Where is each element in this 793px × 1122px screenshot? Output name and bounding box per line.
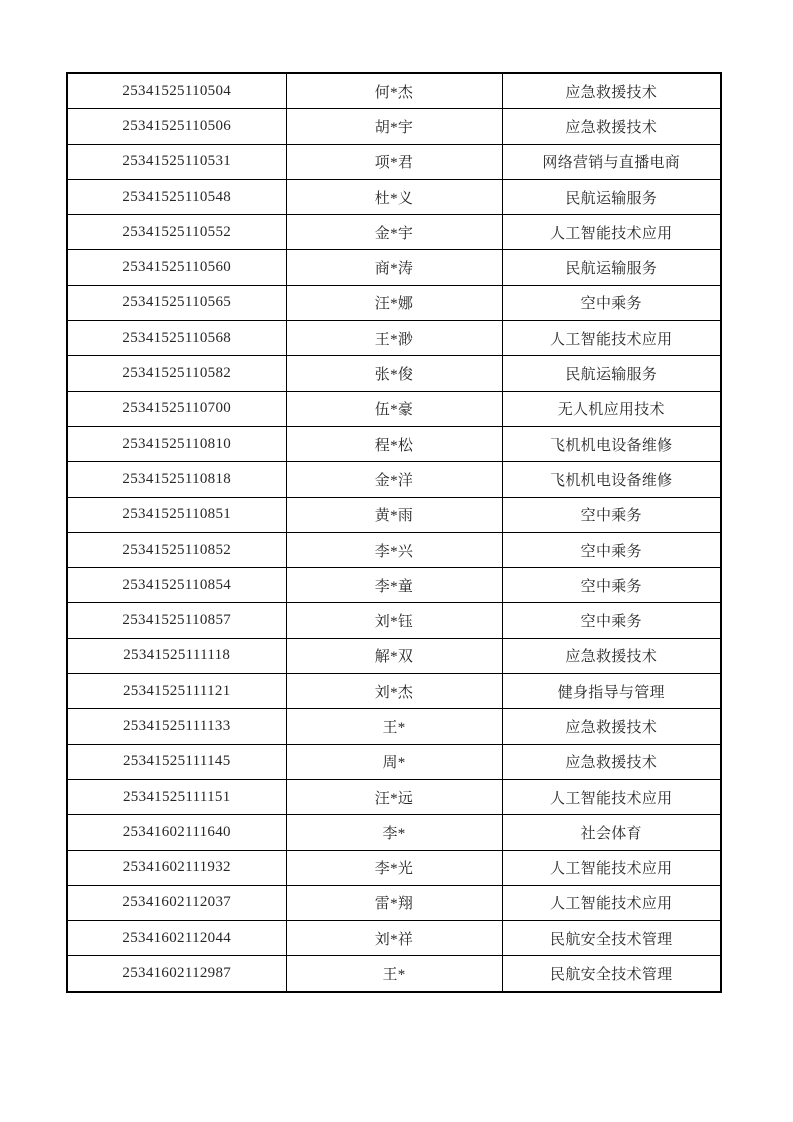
major-cell: 民航安全技术管理	[502, 956, 721, 992]
table-row	[67, 109, 721, 144]
table-row	[67, 391, 721, 426]
candidate-name-cell: 杜*义	[286, 179, 502, 214]
exam-number-cell: 25341525110531	[67, 144, 286, 179]
table-row	[67, 497, 721, 532]
table-row	[67, 744, 721, 779]
exam-number-cell: 25341525110582	[67, 356, 286, 391]
candidate-name-cell: 王*渺	[286, 321, 502, 356]
table-row	[67, 285, 721, 320]
table-row	[67, 532, 721, 567]
major-cell: 应急救援技术	[502, 73, 721, 109]
exam-number-cell: 25341525110854	[67, 568, 286, 603]
table-row	[67, 73, 721, 109]
exam-number-cell: 25341602111932	[67, 850, 286, 885]
table-row	[67, 850, 721, 885]
candidate-name-cell: 伍*豪	[286, 391, 502, 426]
candidate-name-cell: 商*涛	[286, 250, 502, 285]
major-cell: 空中乘务	[502, 568, 721, 603]
table-row	[67, 179, 721, 214]
table-row	[67, 779, 721, 814]
exam-number-cell: 25341525110700	[67, 391, 286, 426]
candidate-name-cell: 李*童	[286, 568, 502, 603]
exam-number-cell: 25341525110504	[67, 73, 286, 109]
major-cell: 民航运输服务	[502, 250, 721, 285]
exam-number-cell: 25341525111151	[67, 779, 286, 814]
exam-number-cell: 25341525110565	[67, 285, 286, 320]
table-row	[67, 674, 721, 709]
candidate-name-cell: 项*君	[286, 144, 502, 179]
major-cell: 人工智能技术应用	[502, 885, 721, 920]
exam-number-cell: 25341602112044	[67, 921, 286, 956]
major-cell: 应急救援技术	[502, 709, 721, 744]
major-cell: 人工智能技术应用	[502, 779, 721, 814]
candidate-name-cell: 刘*祥	[286, 921, 502, 956]
table-row	[67, 815, 721, 850]
table-row	[67, 603, 721, 638]
candidate-name-cell: 李*光	[286, 850, 502, 885]
exam-number-cell: 25341525111121	[67, 674, 286, 709]
major-cell: 网络营销与直播电商	[502, 144, 721, 179]
candidate-name-cell: 何*杰	[286, 73, 502, 109]
table-row	[67, 956, 721, 992]
major-cell: 空中乘务	[502, 532, 721, 567]
candidate-name-cell: 解*双	[286, 638, 502, 673]
exam-number-cell: 25341525110506	[67, 109, 286, 144]
table-row	[67, 885, 721, 920]
major-cell: 社会体育	[502, 815, 721, 850]
candidate-name-cell: 金*宇	[286, 215, 502, 250]
candidate-name-cell: 汪*娜	[286, 285, 502, 320]
exam-number-cell: 25341525110568	[67, 321, 286, 356]
major-cell: 应急救援技术	[502, 744, 721, 779]
exam-number-cell: 25341525111133	[67, 709, 286, 744]
candidate-name-cell: 汪*远	[286, 779, 502, 814]
major-cell: 民航运输服务	[502, 179, 721, 214]
major-cell: 空中乘务	[502, 285, 721, 320]
exam-number-cell: 25341525110852	[67, 532, 286, 567]
major-cell: 飞机机电设备维修	[502, 462, 721, 497]
major-cell: 人工智能技术应用	[502, 850, 721, 885]
table-row	[67, 568, 721, 603]
exam-number-cell: 25341602112987	[67, 956, 286, 992]
major-cell: 空中乘务	[502, 497, 721, 532]
exam-number-cell: 25341525110548	[67, 179, 286, 214]
major-cell: 空中乘务	[502, 603, 721, 638]
table-row	[67, 709, 721, 744]
table-row	[67, 250, 721, 285]
candidate-name-cell: 刘*杰	[286, 674, 502, 709]
table-row	[67, 215, 721, 250]
table-row	[67, 321, 721, 356]
major-cell: 应急救援技术	[502, 109, 721, 144]
exam-number-cell: 25341525111145	[67, 744, 286, 779]
candidate-name-cell: 王*	[286, 709, 502, 744]
exam-number-cell: 25341602111640	[67, 815, 286, 850]
table-row	[67, 638, 721, 673]
major-cell: 民航运输服务	[502, 356, 721, 391]
table-row	[67, 426, 721, 461]
candidate-name-cell: 刘*钰	[286, 603, 502, 638]
table-body	[67, 73, 721, 992]
candidate-name-cell: 李*	[286, 815, 502, 850]
candidate-name-cell: 金*洋	[286, 462, 502, 497]
exam-number-cell: 25341525110818	[67, 462, 286, 497]
candidate-table	[66, 72, 722, 993]
major-cell: 飞机机电设备维修	[502, 426, 721, 461]
candidate-name-cell: 黄*雨	[286, 497, 502, 532]
exam-number-cell: 25341525110560	[67, 250, 286, 285]
candidate-name-cell: 王*	[286, 956, 502, 992]
table-row	[67, 356, 721, 391]
exam-number-cell: 25341602112037	[67, 885, 286, 920]
exam-number-cell: 25341525110857	[67, 603, 286, 638]
major-cell: 人工智能技术应用	[502, 215, 721, 250]
candidate-name-cell: 程*松	[286, 426, 502, 461]
major-cell: 无人机应用技术	[502, 391, 721, 426]
candidate-name-cell: 张*俊	[286, 356, 502, 391]
major-cell: 应急救援技术	[502, 638, 721, 673]
candidate-name-cell: 周*	[286, 744, 502, 779]
candidate-name-cell: 胡*宇	[286, 109, 502, 144]
table-row	[67, 462, 721, 497]
exam-number-cell: 25341525110851	[67, 497, 286, 532]
major-cell: 健身指导与管理	[502, 674, 721, 709]
major-cell: 人工智能技术应用	[502, 321, 721, 356]
candidate-name-cell: 李*兴	[286, 532, 502, 567]
exam-number-cell: 25341525111118	[67, 638, 286, 673]
exam-number-cell: 25341525110810	[67, 426, 286, 461]
major-cell: 民航安全技术管理	[502, 921, 721, 956]
exam-number-cell: 25341525110552	[67, 215, 286, 250]
candidate-name-cell: 雷*翔	[286, 885, 502, 920]
table-row	[67, 144, 721, 179]
table-row	[67, 921, 721, 956]
